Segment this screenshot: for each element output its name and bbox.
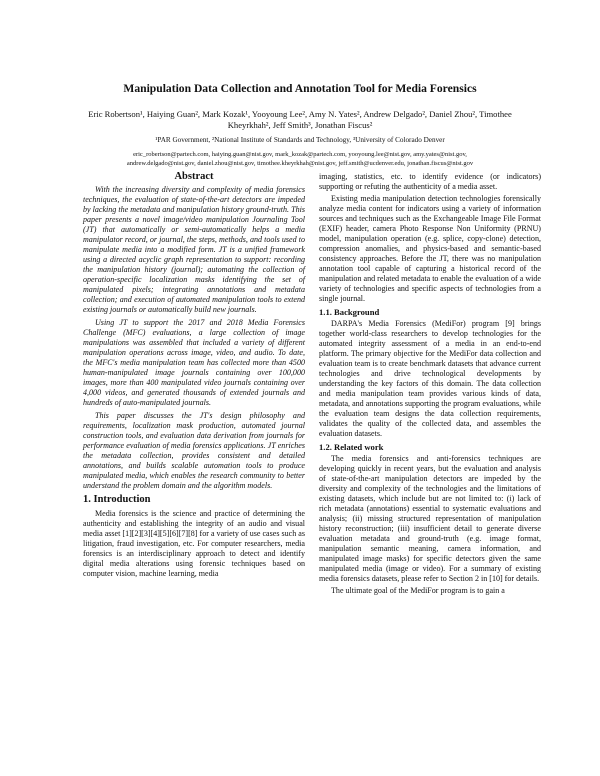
background-paragraph: DARPA's Media Forensics (MediFor) program [9] brings together world-class researchers to develop technologies for the automated integrity assessment of a media in an end-to-end platform. The primary objective for the MediFor data collection and evaluation team is to create benchmark datasets that advance current technologies and drive technological developments by understanding the key factors of this domain. The data collection and media manipulation team provides various kinds of data, metadata, and annotations supporting the program evaluations, while the evaluation team designs the data collection requirements, validates the quality of the collected data, and assembles the evaluation datasets. <box>319 319 541 438</box>
left-column <box>83 172 305 579</box>
emails-line-2: andrew.delgado@nist.gov, daniel.zhou@nist.gov, timothee.kheyrkhah@nist.gov, jeff.smith@ucdenver.edu, jonathan.fiscus@nist.gov <box>126 160 474 167</box>
author-emails <box>60 150 540 168</box>
background-heading: 1.1. Background <box>319 307 380 317</box>
related-work-heading: 1.2. Related work <box>319 442 384 452</box>
abstract-heading: Abstract <box>174 171 214 182</box>
related-work-paragraph-2: The ultimate goal of the MediFor program is to gain a <box>331 586 505 595</box>
introduction-heading: 1. Introduction <box>83 494 151 505</box>
paper-title: Manipulation Data Collection and Annotation Tool for Media Forensics <box>123 82 477 95</box>
related-work-paragraph: The media forensics and anti-forensics techniques are developing quickly in recent years, but the evaluation and analysis of state-of-the-art manipulation detectors are impeded by the diversity and complexity of the technologies and the limitations of existing datasets, which include but are not limited to: (i) lack of rich metadata (annotations) essential to systematic evaluations and analysis; (ii) missing structured representation of manipulation history reconstruction; (iii) insufficient detail to generate diverse evaluation metadata and ground-truth (e.g. image format, manipulation semantic meaning, camera information, and manipulated image masks) for specific detectors given the same manipulated media (image or video). For a summary of existing media forensics datasets, please refer to Section 2 in [10] for details. <box>319 454 541 583</box>
intro-paragraph-2: Existing media manipulation detection technologies forensically analyze media content for indicators using a variety of information sources and techniques such as the Exchangeable Image File Format (EXIF) header, camera Photo Response Non Uniformity (PRNU) model, manipulation operation (e.g. splice, copy-clone) detection, compression anomalies, and physics-based and semantic-based consistency approaches. Before the JT, there was no manipulation annotation tool capable of capturing a historical record of the manipulation and related metadata to enable the evaluation of a wide variety of technologies and specific aspects of technologies from a single journal. <box>319 194 541 303</box>
authors-line-1: Eric Robertson¹, Haiying Guan², Mark Kozak¹, Yooyoung Lee², Amy N. Yates², Andrew Delgado², Daniel Zhou², Timothee <box>88 109 512 119</box>
intro-continued-paragraph: imaging, statistics, etc. to identify evidence (or indicators) supporting or refuting the authenticity of a media asset. <box>319 172 541 191</box>
right-column <box>319 172 541 598</box>
introduction-paragraph-1: Media forensics is the science and practice of determining the authenticity and establishing the integrity of an audio and visual media asset [1][2][3][4][5][6][7][8] for a variety of use cases such as litigation, fraud investigation, etc. For computer researchers, media forensics is an interdisciplinary approach to detect and identify digital media alterations using forensic techniques based on computer vision, machine learning, media <box>83 509 305 578</box>
abstract-section <box>83 172 305 491</box>
emails-line-1: eric_robertson@partech.com, haiying.guan@nist.gov, mark_kozak@partech.com, yooyoung.lee@nist.gov, amy.yates@nist.gov, <box>133 151 467 158</box>
affiliations: ¹PAR Government, ²National Institute of Standards and Technology, ³University of Colorado Denver <box>155 136 445 144</box>
abstract-paragraph-2: Using JT to support the 2017 and 2018 Media Forensics Challenge (MFC) evaluations, a large collection of image manipulations was assembled that included a variety of different manipulation operations across image, video, and audio. To date, the MFC's media manipulation team has collected more than 4500 human-manipulated image journals containing over 100,000 images, more than 400 manipulated video journals containing over 4,000 videos, and generated thousands of extended journals and hundreds of auto-manipulated journals. <box>83 318 305 407</box>
abstract-paragraph-3: This paper discusses the JT's design philosophy and requirements, localization mask production, automated journal construction tools, and evaluation data derivation from journals for performance evaluation of media forensics applications. JT enriches the metadata collection, provides consistent and detailed annotations, and builds scalable automation tools to produce manipulated media, which enables the research community to better understand the problem domain and the algorithm models. <box>83 411 305 490</box>
abstract-paragraph-1: With the increasing diversity and complexity of media forensics techniques, the evaluation of state-of-the-art detectors are impeded by lacking the metadata and manipulation history ground-truth. This paper presents a novel image/video manipulation Journaling Tool (JT) that automatically or semi-automatically helps a media manipulator record, or journal, the steps, methods, and tools used to manipulate media into a modified form. JT is a unified framework using a directed acyclic graph representation to support: recording the manipulation history (journal); automating the collection of operation-specific localization masks identifying the set of manipulated pixels; integrating annotations and metadata collection; and execution of automated manipulation tools to extend existing journals or automatically build new journals. <box>83 185 305 314</box>
authors-line-2: Kheyrkhah², Jeff Smith³, Jonathan Fiscus² <box>227 120 373 130</box>
author-list <box>78 109 522 131</box>
